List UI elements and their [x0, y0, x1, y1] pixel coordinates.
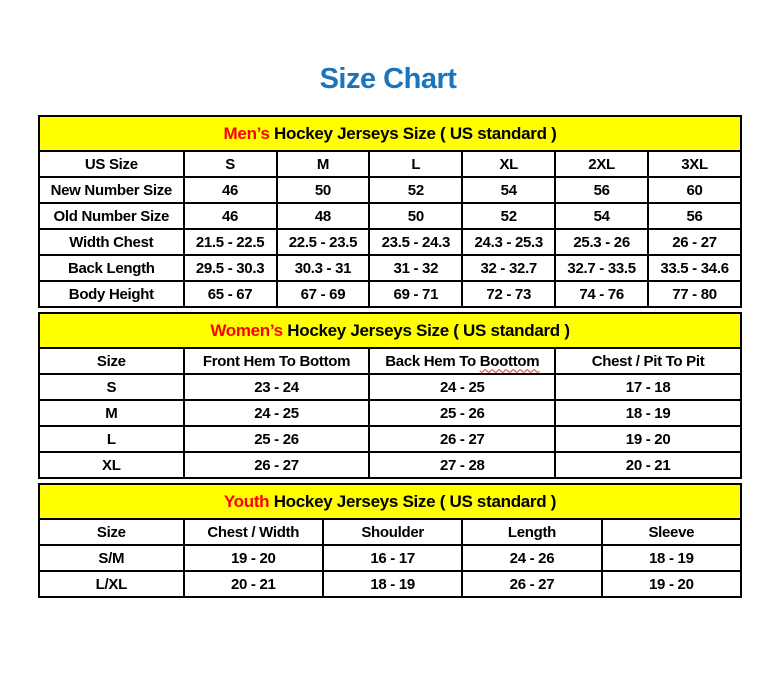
caption-highlight: Women’s — [210, 320, 283, 340]
size-value-cell: 26 - 27 — [462, 571, 601, 597]
womens-size-table — [38, 312, 742, 479]
size-value-cell: 67 - 69 — [277, 281, 370, 307]
row-label: Back Length — [39, 255, 184, 281]
page-title: Size Chart — [319, 63, 457, 95]
row-label: L — [39, 426, 184, 452]
womens-column-header-0: Size — [39, 348, 184, 374]
size-value-cell: 46 — [184, 203, 277, 229]
size-value-cell: 23.5 - 24.3 — [369, 229, 462, 255]
youth-column-header-2: Shoulder — [323, 519, 462, 545]
size-value-cell: 19 - 20 — [184, 545, 323, 571]
size-value-cell: 54 — [462, 177, 555, 203]
womens-column-header-1: Front Hem To Bottom — [184, 348, 370, 374]
womens-table-row-2 — [39, 426, 741, 452]
size-value-cell: 27 - 28 — [369, 452, 555, 478]
size-value-cell: 18 - 19 — [602, 545, 741, 571]
size-value-cell: 74 - 76 — [555, 281, 648, 307]
size-value-cell: 24 - 25 — [184, 400, 370, 426]
size-value-cell: 25.3 - 26 — [555, 229, 648, 255]
womens-table-row-3 — [39, 452, 741, 478]
caption-rest: Hockey Jerseys Size ( US standard ) — [269, 123, 557, 143]
size-value-cell: 26 - 27 — [184, 452, 370, 478]
row-label: M — [39, 400, 184, 426]
size-value-cell: 32 - 32.7 — [462, 255, 555, 281]
size-value-cell: 21.5 - 22.5 — [184, 229, 277, 255]
row-label: New Number Size — [39, 177, 184, 203]
size-value-cell: 56 — [648, 203, 741, 229]
row-label: S/M — [39, 545, 184, 571]
row-label: XL — [39, 452, 184, 478]
womens-column-header-2: Back Hem To Boottom — [369, 348, 555, 374]
youth-size-table — [38, 483, 742, 598]
mens-table-row-0 — [39, 177, 741, 203]
mens-table-row-1 — [39, 203, 741, 229]
mens-table-caption — [39, 116, 741, 151]
youth-table-row-0 — [39, 545, 741, 571]
size-value-cell: 19 - 20 — [602, 571, 741, 597]
mens-column-header-2: M — [277, 151, 370, 177]
caption-highlight: Youth — [223, 491, 270, 511]
size-value-cell: 30.3 - 31 — [277, 255, 370, 281]
size-value-cell: 17 - 18 — [555, 374, 741, 400]
size-value-cell: 56 — [555, 177, 648, 203]
mens-table-section — [38, 115, 742, 308]
size-value-cell: 24 - 26 — [462, 545, 601, 571]
youth-column-header-4: Sleeve — [602, 519, 741, 545]
youth-table-row-1 — [39, 571, 741, 597]
size-value-cell: 25 - 26 — [369, 400, 555, 426]
mens-size-table — [38, 115, 742, 308]
mens-column-header-3: L — [369, 151, 462, 177]
caption-rest: Hockey Jerseys Size ( US standard ) — [269, 491, 557, 511]
mens-column-header-1: S — [184, 151, 277, 177]
mens-column-header-0: US Size — [39, 151, 184, 177]
youth-table-caption — [39, 484, 741, 519]
size-value-cell: 18 - 19 — [555, 400, 741, 426]
size-value-cell: 16 - 17 — [323, 545, 462, 571]
caption-highlight: Men’s — [223, 123, 270, 143]
size-value-cell: 31 - 32 — [369, 255, 462, 281]
size-value-cell: 19 - 20 — [555, 426, 741, 452]
row-label: Body Height — [39, 281, 184, 307]
size-value-cell: 20 - 21 — [184, 571, 323, 597]
mens-table-row-2 — [39, 229, 741, 255]
size-value-cell: 50 — [277, 177, 370, 203]
size-value-cell: 32.7 - 33.5 — [555, 255, 648, 281]
row-label: Width Chest — [39, 229, 184, 255]
size-value-cell: 29.5 - 30.3 — [184, 255, 277, 281]
size-value-cell: 26 - 27 — [648, 229, 741, 255]
row-label: L/XL — [39, 571, 184, 597]
youth-table-section — [38, 483, 742, 598]
row-label: S — [39, 374, 184, 400]
size-value-cell: 24.3 - 25.3 — [462, 229, 555, 255]
misspelled-word: Boottom — [479, 352, 540, 370]
womens-table-caption — [39, 313, 741, 348]
size-value-cell: 52 — [462, 203, 555, 229]
size-value-cell: 69 - 71 — [369, 281, 462, 307]
size-value-cell: 23 - 24 — [184, 374, 370, 400]
size-value-cell: 52 — [369, 177, 462, 203]
size-value-cell: 72 - 73 — [462, 281, 555, 307]
womens-table-row-0 — [39, 374, 741, 400]
size-value-cell: 48 — [277, 203, 370, 229]
size-value-cell: 22.5 - 23.5 — [277, 229, 370, 255]
size-chart-container — [38, 115, 742, 598]
size-value-cell: 77 - 80 — [648, 281, 741, 307]
size-value-cell: 26 - 27 — [369, 426, 555, 452]
youth-column-header-1: Chest / Width — [184, 519, 323, 545]
size-value-cell: 24 - 25 — [369, 374, 555, 400]
mens-table-row-4 — [39, 281, 741, 307]
mens-table-row-3 — [39, 255, 741, 281]
size-value-cell: 54 — [555, 203, 648, 229]
mens-column-header-4: XL — [462, 151, 555, 177]
row-label: Old Number Size — [39, 203, 184, 229]
caption-rest: Hockey Jerseys Size ( US standard ) — [282, 320, 570, 340]
mens-column-header-5: 2XL — [555, 151, 648, 177]
size-value-cell: 33.5 - 34.6 — [648, 255, 741, 281]
size-value-cell: 60 — [648, 177, 741, 203]
youth-column-header-3: Length — [462, 519, 601, 545]
mens-column-header-6: 3XL — [648, 151, 741, 177]
size-value-cell: 20 - 21 — [555, 452, 741, 478]
size-value-cell: 50 — [369, 203, 462, 229]
womens-table-row-1 — [39, 400, 741, 426]
size-value-cell: 18 - 19 — [323, 571, 462, 597]
youth-column-header-0: Size — [39, 519, 184, 545]
size-value-cell: 46 — [184, 177, 277, 203]
womens-table-section — [38, 312, 742, 479]
size-value-cell: 25 - 26 — [184, 426, 370, 452]
womens-column-header-3: Chest / Pit To Pit — [555, 348, 741, 374]
size-value-cell: 65 - 67 — [184, 281, 277, 307]
